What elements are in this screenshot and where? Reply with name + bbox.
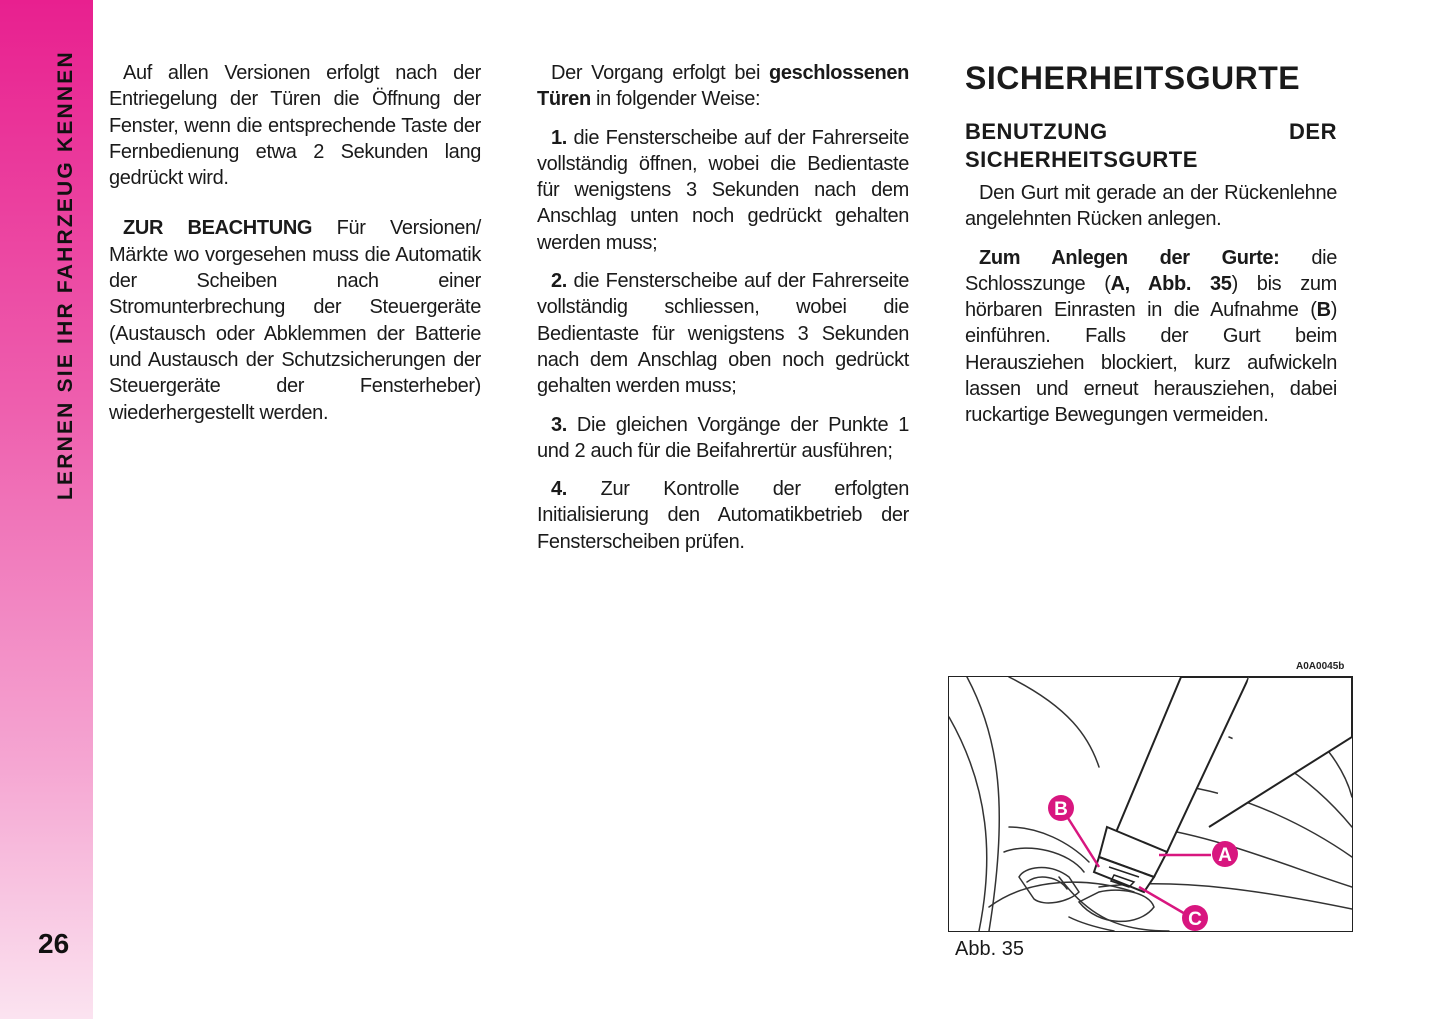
step-text: Zur Kontrolle der erfolgten Initialisierung den Automatikbetrieb der Fensterscheiben prüfen. xyxy=(537,478,909,553)
step-item xyxy=(537,476,909,555)
step-text: Die gleichen Vorgänge der Punkte 1 und 2 auch für die Beifahrertür ausführen; xyxy=(537,413,909,462)
callout-c xyxy=(1182,905,1208,931)
callout-b-label: B xyxy=(1054,799,1068,820)
section-heading: SICHERHEITSGURTE xyxy=(965,60,1301,96)
paragraph-posture: Den Gurt mit gerade an der Rückenlehne angelehnten Rücken anlegen. xyxy=(965,182,1337,231)
figure-reference: B xyxy=(1316,299,1331,322)
step-number: 2. xyxy=(551,270,567,293)
paragraph-window-opening: Auf allen Versionen erfolgt nach der Entriegelung der Türen die Öffnung der Fenster, wenn die entsprechende Taste der Fernbedienung etwa 2 Sekunden lang gedrückt wird. xyxy=(109,62,481,190)
step-item xyxy=(537,268,909,399)
step-text: die Fensterscheibe auf der Fahrerseite vollständig öffnen, wobei die Bedientaste für wenigstens 3 Sekunden nach dem Anschlag unten noch gedrückt gehalten werden muss; xyxy=(537,126,909,254)
note-label: ZUR BEACHTUNG xyxy=(123,217,313,240)
note-text: Für Versionen/ Märkte wo vorgesehen muss die Automatik der Scheiben nach einer Stromunterbrechung der Steuergeräte (Austausch oder Abklemmen der Batterie und Austausch der Schutzsicherungen der Steuergeräte der Fensterheber) wiederhergestellt werden. xyxy=(109,217,481,424)
step-text: die Fensterscheibe auf der Fahrerseite vollständig schliessen, wobei die Bedientaste für wenigstens 3 Sekunden nach dem Anschlag oben noch gedrückt gehalten werden muss; xyxy=(537,270,909,398)
page-number: 26 xyxy=(38,928,70,959)
step-number: 3. xyxy=(551,413,567,436)
fastening-label: Zum Anlegen der Gurte: xyxy=(979,246,1280,269)
callout-b xyxy=(1048,795,1074,821)
seatbelt-illustration xyxy=(948,676,1353,932)
step-item xyxy=(537,412,909,465)
callout-c-label: C xyxy=(1188,909,1202,930)
seatbelt-drawing xyxy=(949,677,1352,931)
intro-paragraph xyxy=(537,60,909,113)
fastening-text: die Schlosszunge ( xyxy=(965,246,1337,295)
sidebar-band xyxy=(0,0,93,1019)
step-number: 4. xyxy=(551,478,567,501)
fastening-text: ) einführen. Falls der Gurt beim Herausziehen blockiert, kurz aufwickeln lassen und erneut herausziehen, dabei ruckartige Bewegungen vermeiden. xyxy=(965,299,1337,427)
note-paragraph xyxy=(109,215,481,425)
callout-a-label: A xyxy=(1218,845,1232,866)
step-item xyxy=(537,125,909,256)
fastening-text: ) bis zum hörbaren Einrasten in die Aufnahme ( xyxy=(965,272,1337,322)
figure-code: A0A0045b xyxy=(1296,661,1345,672)
leader-c xyxy=(1139,887,1187,915)
figure-caption: Abb. 35 xyxy=(955,938,1024,960)
intro-bold: geschlossenen Türen xyxy=(537,62,909,111)
callout-a xyxy=(1212,841,1238,867)
subsection-heading: BENUTZUNG DER SICHERHEITSGURTE xyxy=(965,119,1337,172)
intro-text: Der Vorgang erfolgt bei xyxy=(551,62,770,84)
step-number: 1. xyxy=(551,126,567,149)
paragraph-fastening xyxy=(965,245,1337,429)
column-3 xyxy=(965,60,1337,441)
section-title-vertical: LERNEN SIE IHR FAHRZEUG KENNEN xyxy=(54,50,77,500)
figure-reference: A, Abb. 35 xyxy=(1110,272,1232,295)
column-2 xyxy=(537,60,909,567)
intro-text-end: in folgender Weise: xyxy=(590,88,761,111)
column-1 xyxy=(109,60,481,438)
